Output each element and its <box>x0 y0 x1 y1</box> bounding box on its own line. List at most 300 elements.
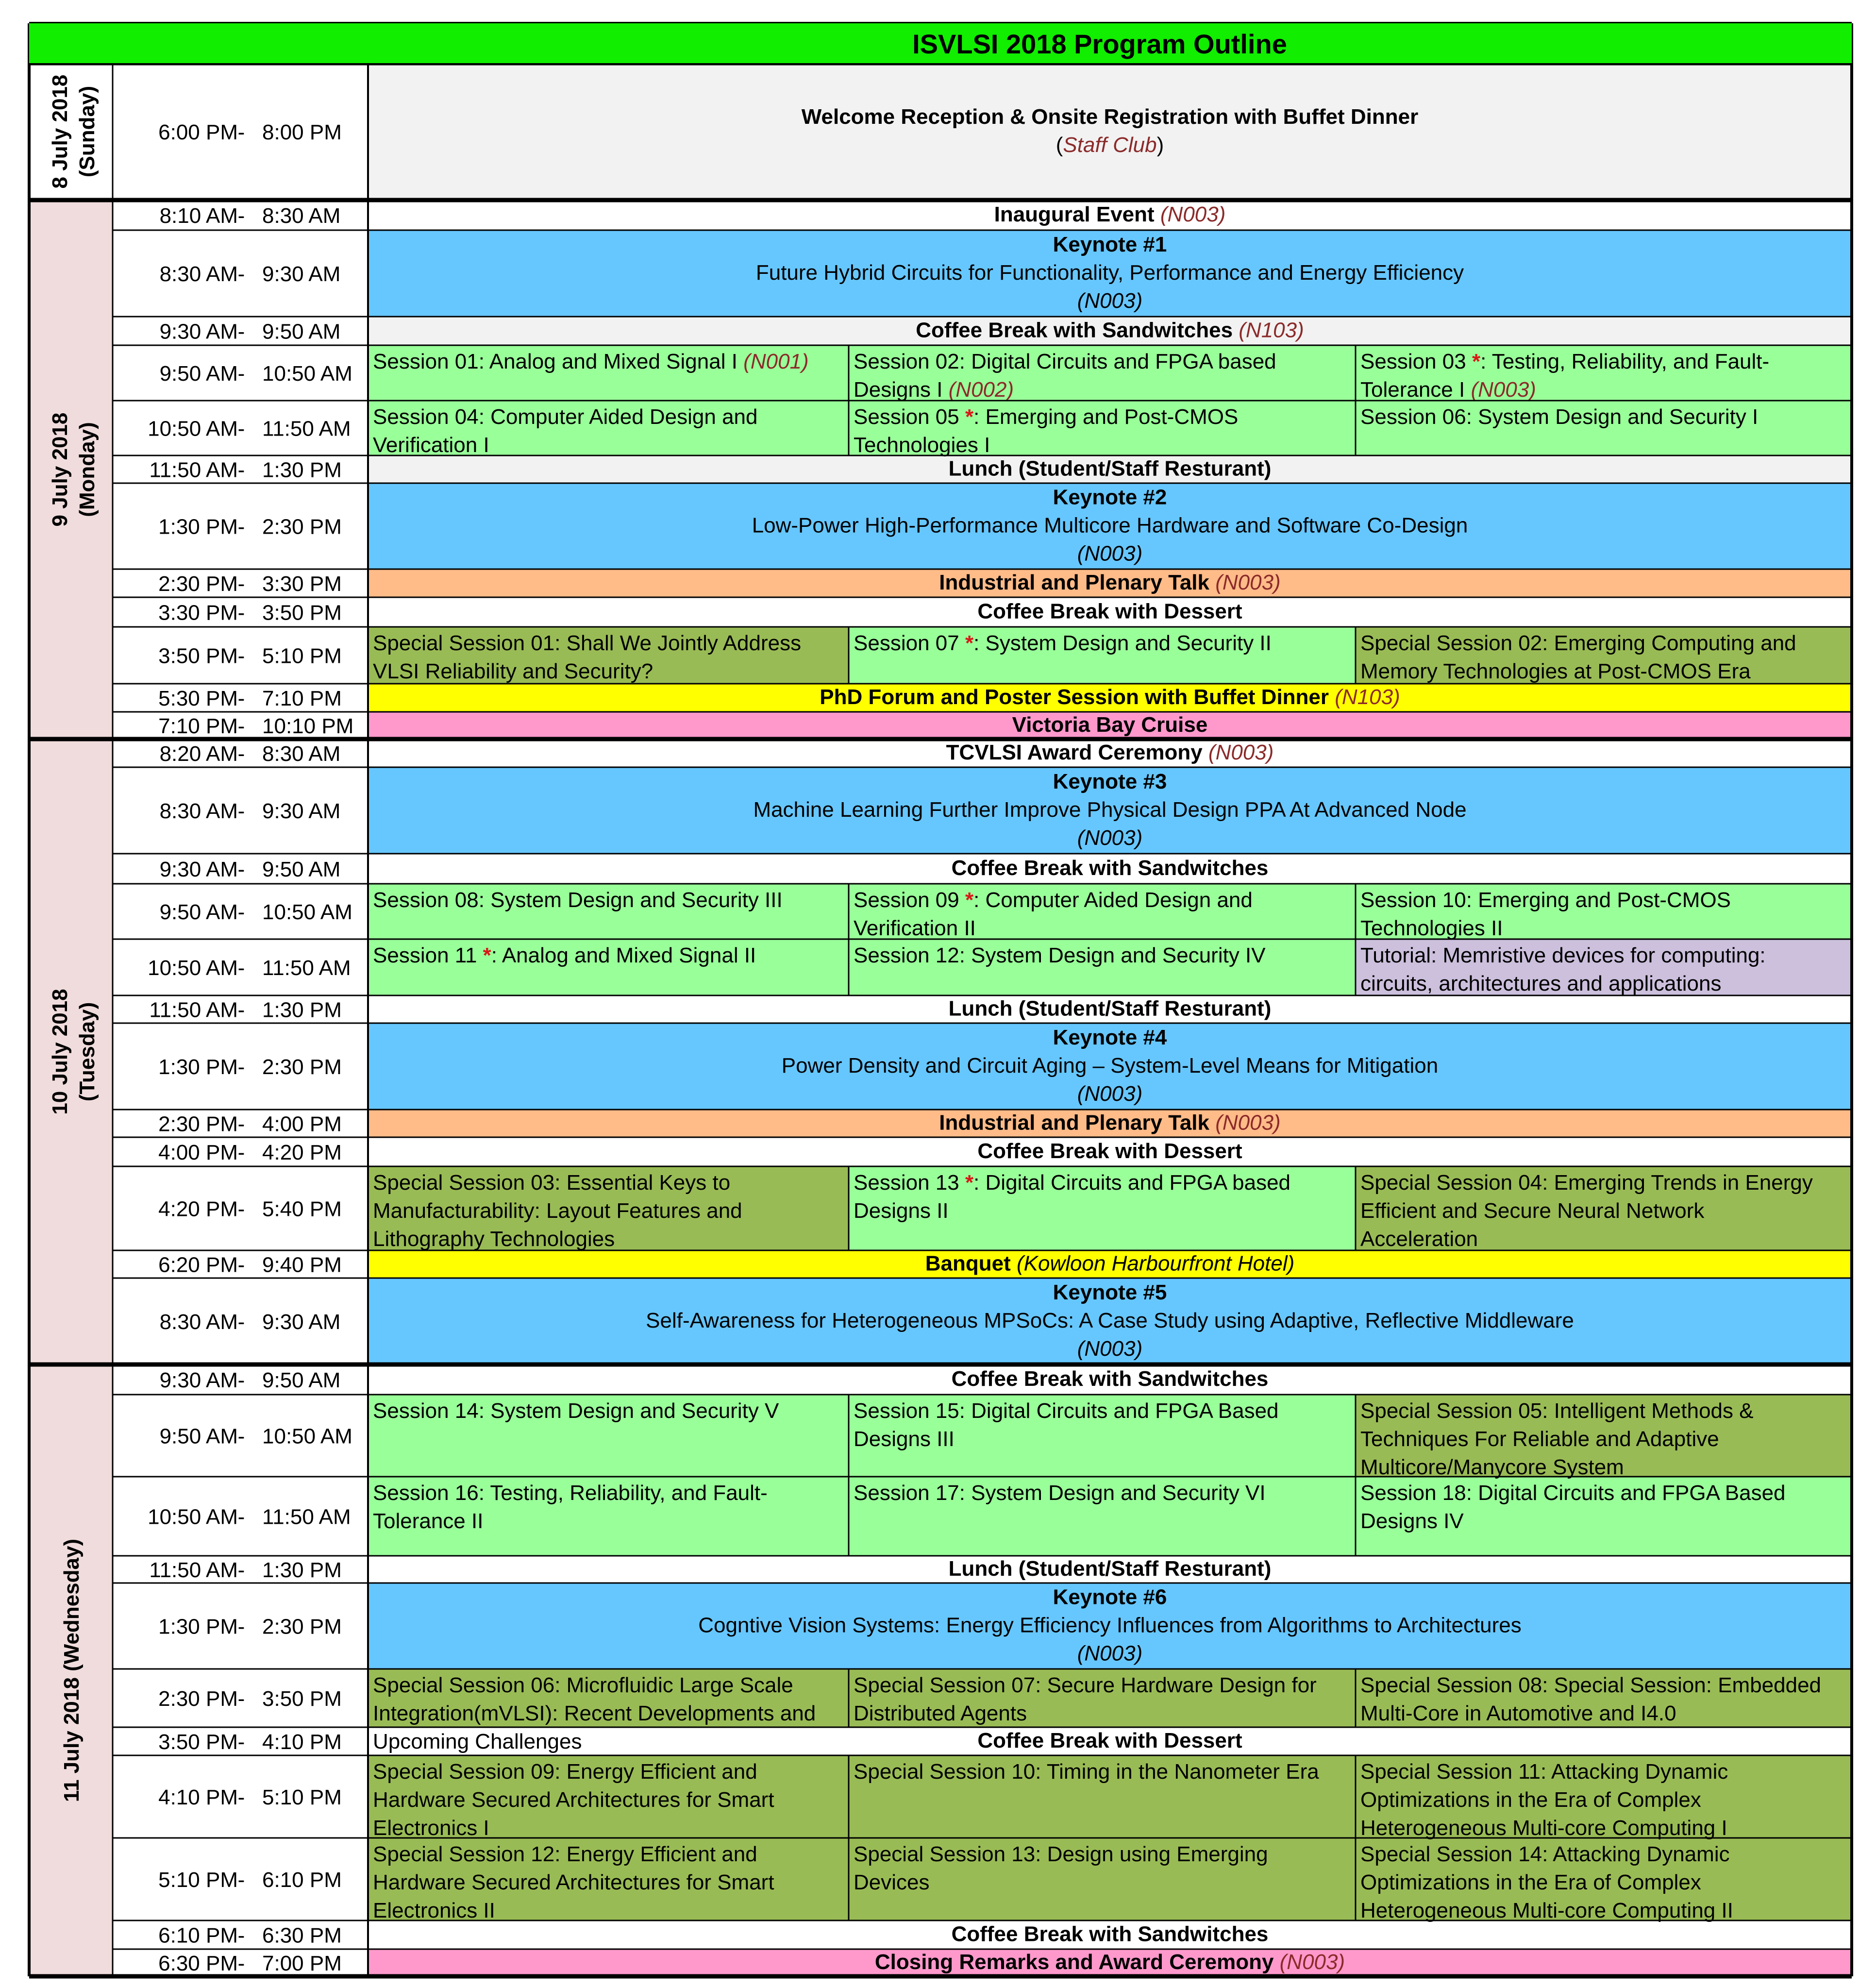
start-time: 2:30 PM <box>158 1112 238 1136</box>
event-text: Closing Remarks and Award Ceremony <box>874 1950 1280 1974</box>
start-time: 10:50 AM <box>148 956 238 980</box>
start-time: 9:30 AM <box>159 1368 238 1392</box>
start-time: 6:30 PM <box>158 1952 238 1975</box>
session-line <box>373 405 758 429</box>
session-text: Designs I <box>854 378 949 402</box>
event-text: Coffee Break with Dessert <box>977 1728 1242 1752</box>
event-line <box>1053 1280 1167 1304</box>
session-text: Designs IV <box>1360 1509 1464 1533</box>
end-time: 11:50 AM <box>262 417 351 441</box>
session-text: : Digital Circuits and FPGA based <box>973 1171 1291 1195</box>
time-dash: - <box>237 515 245 539</box>
end-time: 5:10 PM <box>262 644 342 668</box>
event-line <box>802 105 1418 129</box>
session-text: Verification II <box>854 916 976 940</box>
end-time: 8:00 PM <box>262 120 342 144</box>
session-text: : Computer Aided Design and <box>973 888 1253 912</box>
event-line <box>752 513 1468 537</box>
session-line <box>1360 1673 1821 1697</box>
event-text: (N003) <box>1215 1111 1281 1135</box>
start-time: 9:30 AM <box>159 858 238 881</box>
session-line <box>1360 916 1503 940</box>
time-dash: - <box>237 1952 245 1975</box>
session-line <box>854 405 1238 429</box>
event-text: (N003) <box>1077 825 1143 850</box>
event-text: Victoria Bay Cruise <box>1012 712 1208 737</box>
end-time: 1:30 PM <box>262 458 342 482</box>
event-text: Future Hybrid Circuits for Functionality, Performance and Energy Efficiency <box>755 260 1464 285</box>
start-time: 1:30 PM <box>158 1615 238 1639</box>
time-dash: - <box>237 262 245 286</box>
event-line <box>916 318 1304 342</box>
event-text: ( <box>1055 133 1063 157</box>
start-time: 4:10 PM <box>158 1785 238 1809</box>
start-time: 9:50 AM <box>159 362 238 386</box>
event-line <box>1053 233 1167 256</box>
session-line <box>373 631 801 655</box>
session-text: Session 09 <box>854 888 965 912</box>
event-line <box>952 856 1269 880</box>
end-time: 10:10 PM <box>262 714 354 738</box>
session-text: Special Session 04: Emerging Trends in Energy <box>1360 1171 1813 1195</box>
event-text: Inaugural Event <box>994 202 1160 226</box>
session-line <box>854 1171 1290 1195</box>
session-line <box>1360 888 1731 912</box>
session-line <box>1360 972 1721 995</box>
event-line <box>949 996 1272 1020</box>
session-text: * <box>965 631 974 655</box>
end-time: 3:50 PM <box>262 1687 342 1711</box>
session-line <box>373 1842 757 1866</box>
event-line <box>952 1922 1269 1946</box>
time-dash: - <box>237 644 245 668</box>
event-line <box>946 741 1274 764</box>
time-dash: - <box>237 687 245 710</box>
session-line <box>373 1399 779 1423</box>
time-dash: - <box>237 320 245 344</box>
time-dash: - <box>237 1253 245 1277</box>
event-line <box>1077 1082 1143 1106</box>
start-time: 10:50 AM <box>148 1505 238 1529</box>
start-time: 9:30 AM <box>159 320 238 344</box>
event-cell <box>368 63 1852 200</box>
end-time: 7:10 PM <box>262 687 342 710</box>
event-text: Lunch (Student/Staff Resturant) <box>948 1556 1272 1581</box>
session-text: Session 11 <box>373 943 483 967</box>
session-text: * <box>965 888 974 912</box>
session-text: Special Session 11: Attacking Dynamic <box>1360 1760 1728 1784</box>
session-text: Efficient and Secure Neural Network <box>1360 1199 1705 1223</box>
session-text: : Testing, Reliability, and Fault- <box>1480 350 1770 373</box>
session-line <box>1360 1171 1813 1195</box>
session-text: Memory Technologies at Post-CMOS Era <box>1360 659 1751 683</box>
time-dash: - <box>237 204 245 228</box>
event-line <box>977 1729 1242 1752</box>
event-line <box>1056 133 1164 157</box>
event-text: (N003) <box>1077 288 1143 313</box>
session-text: Special Session 12: Energy Efficient and <box>373 1842 757 1866</box>
end-time: 2:30 PM <box>262 1055 342 1079</box>
day-weekday: (Tuesday) <box>75 1002 99 1102</box>
start-time: 7:10 PM <box>158 714 238 738</box>
start-time: 1:30 PM <box>158 515 238 539</box>
session-text: Session 14: System Design and Security V <box>373 1399 779 1423</box>
time-dash: - <box>237 1615 245 1639</box>
end-time: 8:30 AM <box>262 204 341 228</box>
session-text: Special Session 07: Secure Hardware Design for <box>854 1673 1317 1697</box>
end-time: 1:30 PM <box>262 1558 342 1582</box>
end-time: 11:50 AM <box>262 1505 351 1529</box>
session-text: (N002) <box>948 378 1014 402</box>
end-time: 10:50 AM <box>262 362 352 386</box>
event-text: (N003) <box>1077 1641 1143 1666</box>
time-dash: - <box>237 1368 245 1392</box>
session-text: : Emerging and Post-CMOS <box>973 405 1239 429</box>
session-text: Special Session 09: Energy Efficient and <box>373 1760 757 1784</box>
session-line <box>854 378 1014 402</box>
time-dash: - <box>237 601 245 625</box>
session-line <box>854 1842 1268 1866</box>
session-line <box>373 1870 774 1894</box>
session-line <box>373 433 489 457</box>
session-text: Distributed Agents <box>854 1701 1027 1725</box>
session-text: Special Session 10: Timing in the Nanometer Era <box>854 1760 1319 1784</box>
session-text: Designs II <box>854 1199 949 1223</box>
session-line <box>1360 1199 1705 1223</box>
session-line <box>373 1730 582 1753</box>
event-line <box>875 1950 1345 1974</box>
time-dash: - <box>237 120 245 144</box>
session-line <box>854 433 990 457</box>
session-text: Special Session 13: Design using Emerging <box>854 1842 1268 1866</box>
event-line <box>1077 541 1143 565</box>
session-line <box>373 1481 768 1505</box>
event-text: Lunch (Student/Staff Resturant) <box>948 996 1272 1021</box>
session-text: Acceleration <box>1360 1227 1478 1251</box>
session-text: Session 04: Computer Aided Design and <box>373 405 758 429</box>
start-time: 11:50 AM <box>149 458 238 482</box>
event-line <box>1077 1337 1143 1361</box>
session-text: circuits, architectures and applications <box>1360 972 1722 995</box>
time-dash: - <box>237 458 245 482</box>
event-text: Banquet <box>925 1251 1017 1276</box>
session-text: Techniques For Reliable and Adaptive <box>1360 1427 1719 1451</box>
session-text: Electronics I <box>373 1816 489 1840</box>
end-time: 10:50 AM <box>262 1424 352 1448</box>
session-text: Technologies II <box>1360 916 1503 940</box>
session-text: Special Session 03: Essential Keys to <box>373 1171 731 1195</box>
event-text: Machine Learning Further Improve Physical Design PPA At Advanced Node <box>753 797 1467 822</box>
end-time: 5:40 PM <box>262 1197 342 1221</box>
start-time: 8:30 AM <box>159 1310 238 1334</box>
event-line <box>925 1251 1295 1275</box>
session-line <box>1360 1227 1478 1251</box>
time-dash: - <box>237 572 245 596</box>
session-line <box>854 888 1253 912</box>
session-text: Session 05 <box>854 405 965 429</box>
session-line <box>1360 1455 1624 1479</box>
event-text: Lunch (Student/Staff Resturant) <box>948 456 1272 481</box>
session-line <box>854 1199 949 1223</box>
session-line <box>373 1701 816 1725</box>
session-line <box>1360 943 1766 967</box>
session-text: Manufacturability: Layout Features and <box>373 1199 742 1223</box>
start-time: 11:50 AM <box>149 998 238 1022</box>
end-time: 9:50 AM <box>262 320 341 344</box>
event-line <box>782 1054 1438 1078</box>
event-text: Coffee Break with Sandwitches <box>951 1366 1269 1391</box>
session-text: : Analog and Mixed Signal II <box>491 943 756 967</box>
session-text: Tutorial: Memristive devices for computing: <box>1360 943 1766 967</box>
event-line <box>753 798 1466 822</box>
session-line <box>854 1673 1317 1697</box>
end-time: 9:40 PM <box>262 1253 342 1277</box>
event-line <box>756 261 1464 285</box>
session-text: Integration(mVLSI): Recent Developments and <box>373 1701 816 1725</box>
end-time: 9:30 AM <box>262 799 341 823</box>
session-text: Session 06: System Design and Security I <box>1360 405 1759 429</box>
time-dash: - <box>237 956 245 980</box>
event-text: ) <box>1156 133 1164 157</box>
event-line <box>1053 1026 1167 1049</box>
end-time: 4:00 PM <box>262 1112 342 1136</box>
time-dash: - <box>237 799 245 823</box>
session-text: Optimizations in the Era of Complex <box>1360 1870 1701 1894</box>
session-line <box>854 1760 1319 1784</box>
session-text: Designs III <box>854 1427 955 1451</box>
session-text: Special Session 05: Intelligent Methods & <box>1360 1399 1754 1423</box>
event-text: (N103) <box>1239 318 1304 342</box>
end-time: 5:10 PM <box>262 1785 342 1809</box>
session-text: (N001) <box>743 350 809 373</box>
end-time: 2:30 PM <box>262 1615 342 1639</box>
session-text: Session 12: System Design and Security IV <box>854 943 1266 967</box>
session-line <box>1360 350 1769 373</box>
event-line <box>1077 1641 1143 1665</box>
end-time: 6:10 PM <box>262 1868 342 1892</box>
end-time: 11:50 AM <box>262 956 351 980</box>
session-line <box>854 916 976 940</box>
event-text: (N003) <box>1208 740 1274 764</box>
event-text: (N003) <box>1077 541 1143 566</box>
session-line <box>1360 1760 1728 1784</box>
session-text: * <box>965 405 974 429</box>
event-line <box>977 1139 1242 1163</box>
session-text: Session 15: Digital Circuits and FPGA Based <box>854 1399 1279 1423</box>
event-line <box>939 571 1280 594</box>
event-text: TCVLSI Award Ceremony <box>946 740 1208 764</box>
session-line <box>1360 1788 1701 1812</box>
session-text: * <box>965 1171 974 1195</box>
session-text: Hardware Secured Architectures for Smart <box>373 1870 774 1894</box>
day-weekday: (Monday) <box>75 422 99 517</box>
time-dash: - <box>237 417 245 441</box>
session-line <box>1360 1509 1464 1533</box>
session-text: Verification I <box>373 433 489 457</box>
event-text: (N003) <box>1279 1950 1345 1974</box>
program-title: ISVLSI 2018 Program Outline <box>912 29 1287 59</box>
event-text: Cogntive Vision Systems: Energy Efficiency Influences from Algorithms to Architectures <box>698 1613 1522 1637</box>
start-time: 2:30 PM <box>158 572 238 596</box>
session-text: Upcoming Challenges <box>373 1730 582 1753</box>
event-text: (N003) <box>1160 202 1226 226</box>
time-dash: - <box>237 998 245 1022</box>
session-text: Special Session 02: Emerging Computing and <box>1360 631 1796 655</box>
session-text: Session 08: System Design and Security III <box>373 888 783 912</box>
session-line <box>373 1816 489 1840</box>
time-dash: - <box>237 900 245 924</box>
session-line <box>854 1870 930 1894</box>
event-text: (N003) <box>1215 570 1281 594</box>
time-dash: - <box>237 742 245 766</box>
start-time: 4:20 PM <box>158 1197 238 1221</box>
session-text: Optimizations in the Era of Complex <box>1360 1788 1701 1812</box>
start-time: 9:50 AM <box>159 1424 238 1448</box>
start-time: 10:50 AM <box>148 417 238 441</box>
event-line <box>949 1557 1272 1581</box>
session-text: Session 17: System Design and Security VI <box>854 1481 1266 1505</box>
end-time: 7:00 PM <box>262 1952 342 1975</box>
end-time: 2:30 PM <box>262 515 342 539</box>
day-date: 8 July 2018 <box>48 74 72 189</box>
event-text: Power Density and Circuit Aging – System-Level Means for Mitigation <box>781 1053 1439 1078</box>
event-text: Staff Club <box>1063 133 1157 157</box>
day-date: 10 July 2018 <box>48 989 72 1115</box>
start-time: 1:30 PM <box>158 1055 238 1079</box>
start-time: 5:30 PM <box>158 687 238 710</box>
time-dash: - <box>237 362 245 386</box>
session-line <box>854 1399 1279 1423</box>
session-line <box>1360 405 1758 429</box>
session-text: Tolerance I <box>1360 378 1471 402</box>
session-line <box>373 1171 730 1195</box>
event-line <box>952 1367 1269 1391</box>
end-time: 9:50 AM <box>262 1368 341 1392</box>
event-line <box>698 1613 1522 1637</box>
event-text: Self-Awareness for Heterogeneous MPSoCs: A Case Study using Adaptive, Reflective Middleware <box>646 1308 1574 1332</box>
event-text: (N003) <box>1077 1081 1143 1106</box>
session-text: Session 02: Digital Circuits and FPGA based <box>854 350 1276 373</box>
start-time: 8:10 AM <box>159 204 238 228</box>
session-line <box>1360 1842 1730 1866</box>
end-time: 9:30 AM <box>262 1310 341 1334</box>
end-time: 9:30 AM <box>262 262 341 286</box>
session-line <box>854 1481 1266 1505</box>
event-text: PhD Forum and Poster Session with Buffet Dinner <box>820 685 1335 709</box>
event-line <box>1053 485 1167 509</box>
session-line <box>373 1899 495 1922</box>
session-line <box>854 1701 1027 1725</box>
event-text: Coffee Break with Dessert <box>977 1139 1242 1163</box>
event-line <box>646 1309 1574 1332</box>
session-line <box>373 943 756 967</box>
end-time: 3:50 PM <box>262 601 342 625</box>
event-line <box>1077 289 1143 313</box>
session-text: Multicore/Manycore System <box>1360 1455 1624 1479</box>
start-time: 3:30 PM <box>158 601 238 625</box>
session-text: Session 03 <box>1360 350 1472 373</box>
event-text: Coffee Break with Sandwitches <box>951 1922 1269 1946</box>
event-line <box>994 202 1226 226</box>
time-dash: - <box>237 1424 245 1448</box>
event-text: Low-Power High-Performance Multicore Hardware and Software Co-Design <box>752 513 1468 538</box>
end-time: 8:30 AM <box>262 742 341 766</box>
event-text: (N003) <box>1077 1336 1143 1361</box>
session-line <box>1360 1870 1701 1894</box>
event-text: Keynote #5 <box>1053 1280 1167 1304</box>
end-time: 4:20 PM <box>262 1141 342 1164</box>
session-line <box>373 1227 615 1251</box>
start-time: 3:50 PM <box>158 1730 238 1754</box>
session-text: Session 01: Analog and Mixed Signal I <box>373 350 744 373</box>
session-text: Heterogeneous Multi-core Computing I <box>1360 1816 1727 1840</box>
session-text: Technologies I <box>854 433 990 457</box>
session-text: Special Session 01: Shall We Jointly Address <box>373 631 802 655</box>
day-date: 9 July 2018 <box>48 412 72 527</box>
end-time: 4:10 PM <box>262 1730 342 1754</box>
session-text: Multi-Core in Automotive and I4.0 <box>1360 1701 1676 1725</box>
session-text: Session 13 <box>854 1171 965 1195</box>
time-dash: - <box>237 1558 245 1582</box>
time-dash: - <box>237 1687 245 1711</box>
time-dash: - <box>237 1141 245 1164</box>
time-dash: - <box>237 1310 245 1334</box>
event-text: Coffee Break with Sandwitches <box>951 856 1269 880</box>
session-text: Special Session 14: Attacking Dynamic <box>1360 1842 1730 1866</box>
session-text: Devices <box>854 1870 930 1894</box>
session-text: VLSI Reliability and Security? <box>373 659 653 683</box>
event-line <box>1012 713 1208 737</box>
start-time: 4:00 PM <box>158 1141 238 1164</box>
start-time: 8:30 AM <box>159 799 238 823</box>
end-time: 6:30 PM <box>262 1923 342 1948</box>
session-line <box>373 1788 774 1812</box>
session-line <box>373 1509 483 1533</box>
session-text: Tolerance II <box>373 1509 484 1533</box>
time-dash: - <box>237 858 245 881</box>
session-line <box>373 1673 793 1697</box>
event-line <box>1077 826 1143 850</box>
time-dash: - <box>237 1505 245 1529</box>
time-dash: - <box>237 1730 245 1754</box>
session-line <box>373 1760 757 1784</box>
session-text: Session 10: Emerging and Post-CMOS <box>1360 888 1731 912</box>
event-line <box>1053 1585 1167 1609</box>
event-text: Keynote #3 <box>1053 769 1167 793</box>
event-text: (Kowloon Harbourfront Hotel) <box>1016 1251 1295 1276</box>
session-line <box>854 631 1272 655</box>
session-line <box>373 888 783 912</box>
end-time: 10:50 AM <box>262 900 352 924</box>
start-time: 6:00 PM <box>158 120 238 144</box>
time-dash: - <box>237 1055 245 1079</box>
event-text: Coffee Break with Sandwitches <box>916 318 1239 342</box>
event-line <box>820 685 1400 709</box>
session-line <box>1360 631 1796 655</box>
session-line <box>1360 1816 1727 1840</box>
session-text: (N003) <box>1471 378 1536 402</box>
session-line <box>1360 1427 1719 1451</box>
session-text: Session 16: Testing, Reliability, and Fault- <box>373 1481 768 1505</box>
session-line <box>1360 1399 1754 1423</box>
session-text: Session 07 <box>854 631 965 655</box>
session-text: Electronics II <box>373 1899 495 1922</box>
start-time: 8:30 AM <box>159 262 238 286</box>
start-time: 8:20 AM <box>159 742 238 766</box>
day-date: 11 July 2018 (Wednesday) <box>60 1538 84 1802</box>
event-line <box>939 1111 1280 1134</box>
start-time: 9:50 AM <box>159 900 238 924</box>
